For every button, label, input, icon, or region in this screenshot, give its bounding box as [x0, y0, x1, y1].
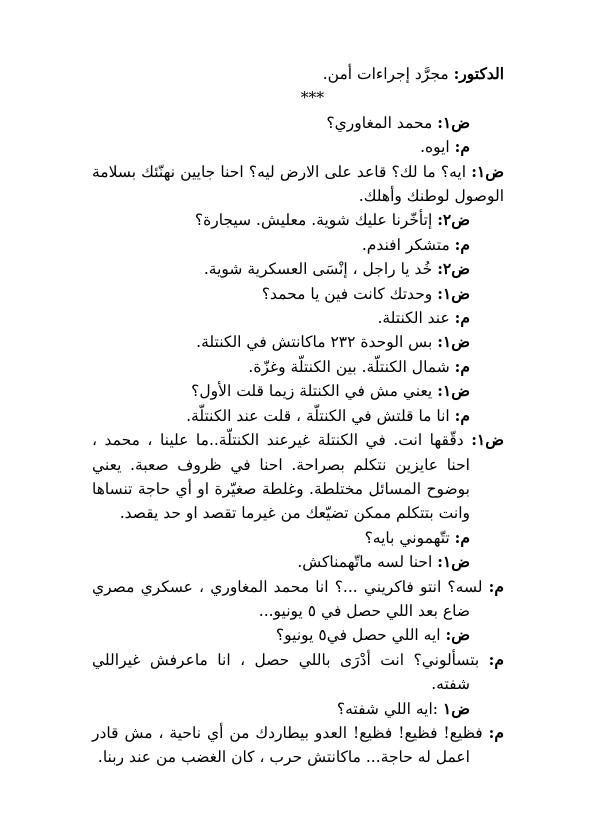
speaker-label: ض١: — [471, 161, 504, 181]
line-text: ايه؟ ما لك؟ قاعد على الارض ليه؟ احنا جايين نهنّئك بسلامة الوصول لوطنك وأهلك. — [92, 162, 504, 206]
line-text: تتّهموني بايه؟ — [364, 528, 455, 547]
line-text: مجرَّد إجراءات أمن. — [322, 65, 454, 83]
speaker-label: م: — [454, 356, 470, 376]
dialogue-line — [92, 575, 504, 624]
dialogue-line — [92, 62, 504, 86]
dialogue-line — [92, 282, 470, 306]
dialogue-line — [92, 160, 504, 209]
line-text: عند الكنتلة. — [377, 309, 455, 328]
dialogue-line — [92, 355, 470, 379]
line-text: يعني مش في الكنتلة زيما قلت الأول؟ — [191, 382, 438, 401]
dialogue-line — [92, 330, 470, 354]
dialogue-line — [92, 721, 504, 770]
dialogue-line — [92, 135, 470, 159]
separator-text: *** — [300, 89, 324, 108]
dialogue-line — [92, 111, 470, 135]
line-text: إتأخّرنا عليك شوية. معليش. سيجارة؟ — [194, 211, 438, 230]
line-text: خُد يا راجل ، إنْسَى العسكرية شوية. — [203, 260, 438, 279]
line-text: متشكر افندم. — [361, 235, 455, 254]
line-text: ايوه. — [420, 138, 455, 157]
speaker-label: م: — [488, 722, 504, 742]
speaker-label: م: — [454, 137, 470, 157]
speaker-label: ض١ — [442, 698, 470, 718]
line-text: فظيع! فظيع! فظيع! العدو بيطاردك من أي ناحية ، مش قادر اعمل له حاجة... ماكانتش حرب ، كان الغضب من عند ربنا. — [92, 723, 489, 767]
line-text: محمد المغاوري؟ — [326, 113, 438, 132]
line-text: لسه؟ انتو فاكريني ...؟ انا محمد المغاوري ، عسكري مصري ضاع بعد اللي حصل في ٥ يونيو... — [92, 577, 489, 620]
speaker-label: ض١: — [437, 112, 470, 132]
dialogue-line — [92, 208, 470, 232]
dialogue-line — [92, 257, 470, 281]
line-text: دقّقها انت. في الكنتلة غيرعند الكنتلّة..ما علينا ، محمد ، احنا عايزين نتكلم بصراحة. احنا في ظروف صعبة. يعني بوضوح المسائل مختلطة. وغلطة صغيّرة او أي حاجة تنساها وانت بتتكلم ممكن تضيّعك من غيرما تقصد او حد يقصد. — [92, 431, 472, 523]
speaker-label: ض١: — [471, 430, 504, 450]
dialogue-line — [92, 306, 470, 330]
line-text: بس الوحدة ٢٣٢ ماكانتش في الكنتلة. — [196, 333, 438, 352]
speaker-label: ض١: — [437, 381, 470, 401]
dialogue-line — [92, 623, 470, 647]
speaker-label: م: — [488, 576, 504, 596]
line-text: بتسألوني؟ انت أدْرَى باللي حصل ، انا ماعرفش غيراللي شفته. — [92, 650, 489, 694]
speaker-label: ض٢: — [437, 259, 470, 279]
speaker-label: م: — [454, 527, 470, 547]
dialogue-line — [92, 379, 470, 403]
dialogue-line — [92, 648, 504, 697]
speaker-label: ض١: — [437, 283, 470, 303]
dialogue-line — [92, 550, 470, 574]
section-separator — [92, 86, 324, 110]
dialogue-line — [92, 428, 504, 526]
dialogue-line — [92, 233, 470, 257]
speaker-label: م: — [454, 234, 470, 254]
speaker-label: ض١: — [437, 332, 470, 352]
speaker-label: م: — [454, 405, 470, 425]
speaker-label: ض١: — [437, 552, 470, 572]
line-text: احنا لسه ماتّهمناكش. — [297, 553, 438, 572]
line-text: :ايه اللي شفته؟ — [336, 699, 443, 718]
speaker-label: م: — [454, 308, 470, 328]
dialogue-line — [92, 697, 470, 721]
speaker-label: ض: — [445, 625, 470, 645]
speaker-label: الدكتور: — [453, 64, 504, 83]
line-text: شمال الكنتلّة. بين الكنتلّة وغزّة. — [248, 357, 455, 376]
speaker-label: ض٢: — [437, 210, 470, 230]
line-text: وحدتك كانت فين يا محمد؟ — [261, 284, 438, 303]
line-text: ايه اللي حصل في٥ يونيو؟ — [275, 626, 446, 645]
dialogue-line — [92, 526, 470, 550]
speaker-label: م: — [488, 649, 504, 669]
line-text: انا ما قلتش في الكنتلّة ، قلت عند الكنتلّة. — [186, 406, 455, 425]
document-page — [92, 62, 504, 770]
dialogue-line — [92, 404, 470, 428]
